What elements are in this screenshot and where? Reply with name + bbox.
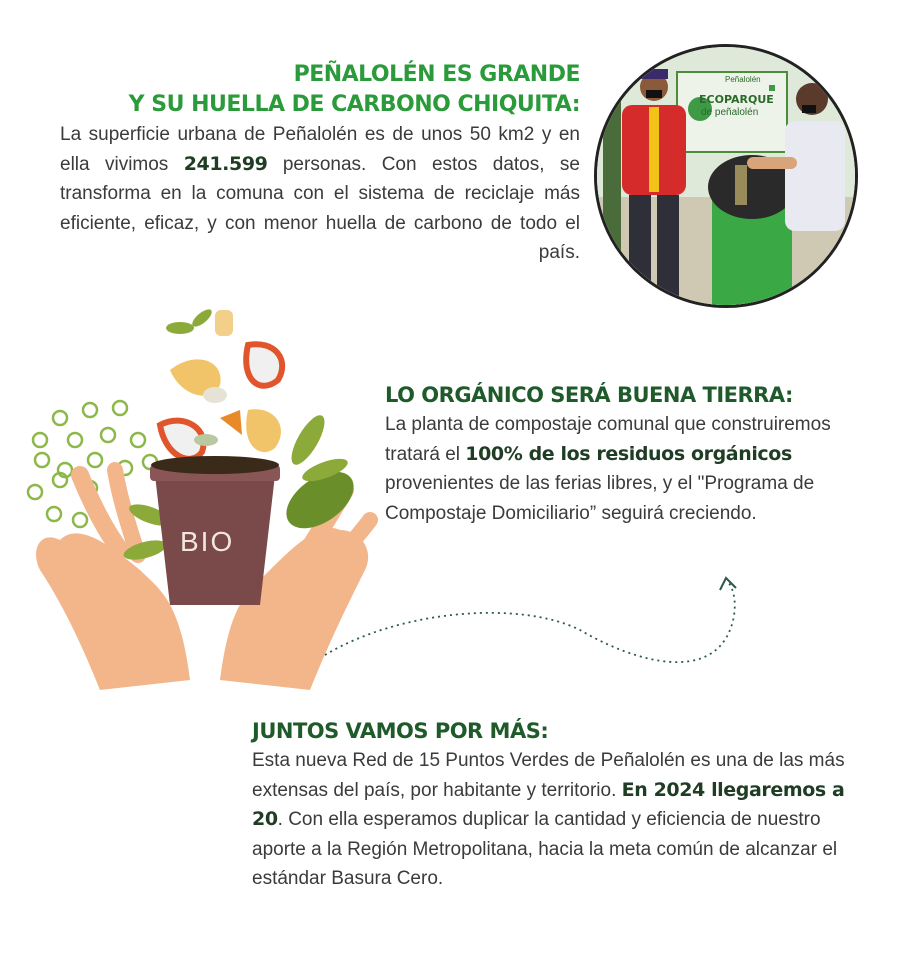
body-text-part2: provenientes de las ferias libres, y el "Programa de Compostaje Domiciliario” seguirá creciendo. xyxy=(385,473,815,524)
body-text-part1: La planta de compostaje comunal que construiremos tratará el xyxy=(385,414,831,465)
population-highlight: 241.599 xyxy=(183,152,268,175)
section-body xyxy=(385,410,870,528)
section-title: LO ORGÁNICO SERÁ BUENA TIERRA: xyxy=(385,383,793,407)
dotted-arrow-icon xyxy=(320,570,760,690)
photo-sign-line2: de peñalolén xyxy=(701,107,759,118)
photo-sign-line1: ECOPARQUE xyxy=(699,93,774,106)
body-text-part1: La superficie urbana de Peñalolén es de unos 50 km2 y en ella vivimos xyxy=(60,124,580,175)
body-text-part2: personas. Con estos datos, se transforma en la comuna con el sistema de reciclaje más eficiente, eficaz, y con menor huella de carbono de todo el país. xyxy=(60,153,580,263)
body-text-part1: Esta nueva Red de 15 Puntos Verdes de Peñalolén es una de las más extensas del país, por habitante y territorio. xyxy=(252,750,845,801)
body-text-part2: . Con ella esperamos duplicar la cantidad y eficiencia de nuestro aporte a la Región Metropolitana, hacia la meta común de alcanzar el estándar Basura Cero. xyxy=(252,809,838,889)
section-title: JUNTOS VAMOS POR MÁS: xyxy=(252,719,549,743)
section-together xyxy=(252,716,852,894)
section-title-line2: Y SU HUELLA DE CARBONO CHIQUITA: xyxy=(128,92,580,117)
section-carbon-footprint xyxy=(60,60,580,268)
goal-highlight: En 2024 llegaremos a 20 xyxy=(252,778,845,830)
pot-label: BIO xyxy=(180,526,235,557)
section-body xyxy=(60,120,580,268)
section-organic xyxy=(385,380,870,528)
section-body xyxy=(252,746,852,894)
photo-logo: Peñalolén xyxy=(725,75,761,84)
ecoparque-photo xyxy=(594,44,858,308)
organic-highlight: 100% de los residuos orgánicos xyxy=(465,442,792,465)
section-title-line1: PEÑALOLÉN ES GRANDE xyxy=(293,62,580,87)
